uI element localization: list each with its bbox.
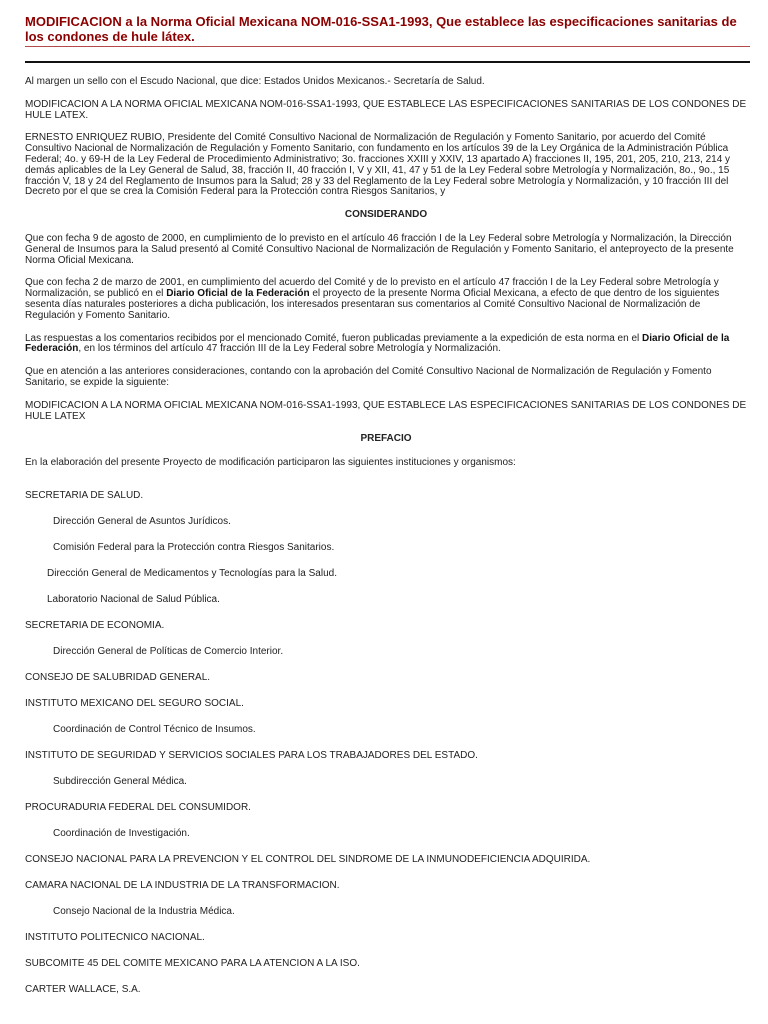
org-item: SECRETARIA DE SALUD.	[25, 489, 144, 501]
text-span: Las respuestas a los comentarios recibidos por el mencionado Comité, fueron publicadas previamente a la expedición de esta norma en el	[25, 332, 643, 344]
org-subitem: Dirección General de Medicamentos y Tecnologías para la Salud.	[47, 567, 337, 579]
org-item: PROCURADURIA FEDERAL DEL CONSUMIDOR.	[25, 801, 251, 813]
org-item: INSTITUTO DE SEGURIDAD Y SERVICIOS SOCIALES PARA LOS TRABAJADORES DEL ESTADO.	[25, 749, 478, 761]
prefacio-heading: PREFACIO	[360, 433, 412, 445]
org-subitem: Dirección General de Políticas de Comercio Interior.	[53, 645, 284, 657]
signatory-paragraph: ERNESTO ENRIQUEZ RUBIO, Presidente del Comité Consultivo Nacional de Normalización de Regulación y Fomento Sanitario, por acuerdo del Comité Consultivo Nacional de Normalización de Regulación y Fomento Sanitario, con fundamento en los artículos 39 de la Ley Orgánica de la Administración Pública Federal; 4o. y 69-H de la Ley Federal de Procedimiento Administrativo; 3o. fracciones XXIII y XXIV, 13 apartado A) fracciones II, 195, 201, 205, 210, 213, 214 y demás aplicables de la Ley General de Salud, 38, fracción II, 40 fracción I, V y XII, 41, 47 y 51 de la Ley Federal sobre Metrología y Normalización, 8o., 9o., 15 fracción V, 18 y 24 del Reglamento de Insumos para la Salud; 28 y 33 del Reglamento de la Ley Federal sobre Metrología y Normalización, y 10 fracción III del Decreto por el que se crea la Comisión Federal para la Protección contra Riesgos Sanitarios, y	[25, 132, 731, 198]
org-item: CAMARA NACIONAL DE LA INDUSTRIA DE LA TRANSFORMACION.	[25, 879, 340, 891]
title-divider	[25, 46, 750, 47]
considerando-paragraph-2	[25, 278, 747, 321]
dof-reference: Diario Oficial de la Federación	[166, 288, 310, 300]
org-item: SECRETARIA DE ECONOMIA.	[25, 619, 165, 631]
text-span: , en los términos del artículo 47 fracción III de la Ley Federal sobre Metrología y Normalización.	[78, 343, 501, 355]
org-item: INSTITUTO POLITECNICO NACIONAL.	[25, 931, 205, 943]
prefacio-intro: En la elaboración del presente Proyecto de modificación participaron las siguientes instituciones y organismos:	[25, 457, 516, 469]
seal-note: Al margen un sello con el Escudo Nacional, que dice: Estados Unidos Mexicanos.- Secretaría de Salud.	[25, 76, 485, 87]
org-item: CARTER WALLACE, S.A.	[25, 983, 141, 995]
considerando-heading: CONSIDERANDO	[344, 209, 428, 221]
document-title: MODIFICACION a la Norma Oficial Mexicana NOM-016-SSA1-1993, Que establece las especificaciones sanitarias de los condones de hule látex.	[25, 14, 737, 44]
org-subitem: Dirección General de Asuntos Jurídicos.	[53, 515, 231, 527]
org-subitem: Consejo Nacional de la Industria Médica.	[53, 905, 235, 917]
header-divider	[25, 61, 750, 63]
org-item: SUBCOMITE 45 DEL COMITE MEXICANO PARA LA ATENCION A LA ISO.	[25, 957, 360, 969]
norm-heading: MODIFICACION A LA NORMA OFICIAL MEXICANA NOM-016-SSA1-1993, QUE ESTABLECE LAS ESPECIFICACIONES SANITARIAS DE LOS CONDONES DE HULE LATEX.	[25, 98, 747, 121]
considerando-paragraph-1: Que con fecha 9 de agosto de 2000, en cumplimiento de lo previsto en el artículo 46 fracción I de la Ley Federal sobre Metrología y Normalización, la Dirección General de Insumos para la Salud presentó al Comité Consultivo Nacional de Normalización de Regulación y Fomento Sanitario, el anteproyecto de la presente Norma Oficial Mexicana.	[25, 232, 734, 266]
org-item: CONSEJO NACIONAL PARA LA PREVENCION Y EL CONTROL DEL SINDROME DE LA INMUNODEFICIENCIA ADQUIRIDA.	[25, 853, 591, 865]
org-item: INSTITUTO MEXICANO DEL SEGURO SOCIAL.	[25, 697, 244, 709]
org-subitem: Coordinación de Investigación.	[53, 827, 190, 839]
org-item: CONSEJO DE SALUBRIDAD GENERAL.	[25, 671, 211, 683]
org-subitem: Laboratorio Nacional de Salud Pública.	[47, 593, 220, 605]
org-subitem: Comisión Federal para la Protección contra Riesgos Sanitarios.	[53, 541, 335, 553]
text-span: Que con fecha 2 de marzo de 2001, en cumplimiento del acuerdo del Comité y de lo previsto en el artículo 47 fracción I de la Ley Federal sobre Metrología y Normalización, se publicó en el	[25, 277, 719, 300]
org-subitem: Coordinación de Control Técnico de Insumos.	[53, 723, 256, 735]
dof-reference: Diario Oficial de la Federación	[25, 332, 730, 355]
text-span: el proyecto de la presente Norma Oficial Mexicana, a efecto de que dentro de los siguientes sesenta días naturales posteriores a dicha publicación, los interesados presentaran sus comentarios al Comité Consultivo Nacional de Normalización de Regulación y Fomento Sanitario.	[25, 288, 720, 321]
norm-heading-2: MODIFICACION A LA NORMA OFICIAL MEXICANA NOM-016-SSA1-1993, QUE ESTABLECE LAS ESPECIFICACIONES SANITARIAS DE LOS CONDONES DE HULE LATEX	[25, 399, 747, 422]
considerando-paragraph-4: Que en atención a las anteriores consideraciones, contando con la aprobación del Comité Consultivo Nacional de Normalización de Regulación y Fomento Sanitario, se expide la siguiente:	[25, 366, 712, 388]
document-body	[25, 77, 747, 1011]
considerando-paragraph-3	[25, 334, 747, 356]
org-subitem: Subdirección General Médica.	[53, 775, 187, 787]
